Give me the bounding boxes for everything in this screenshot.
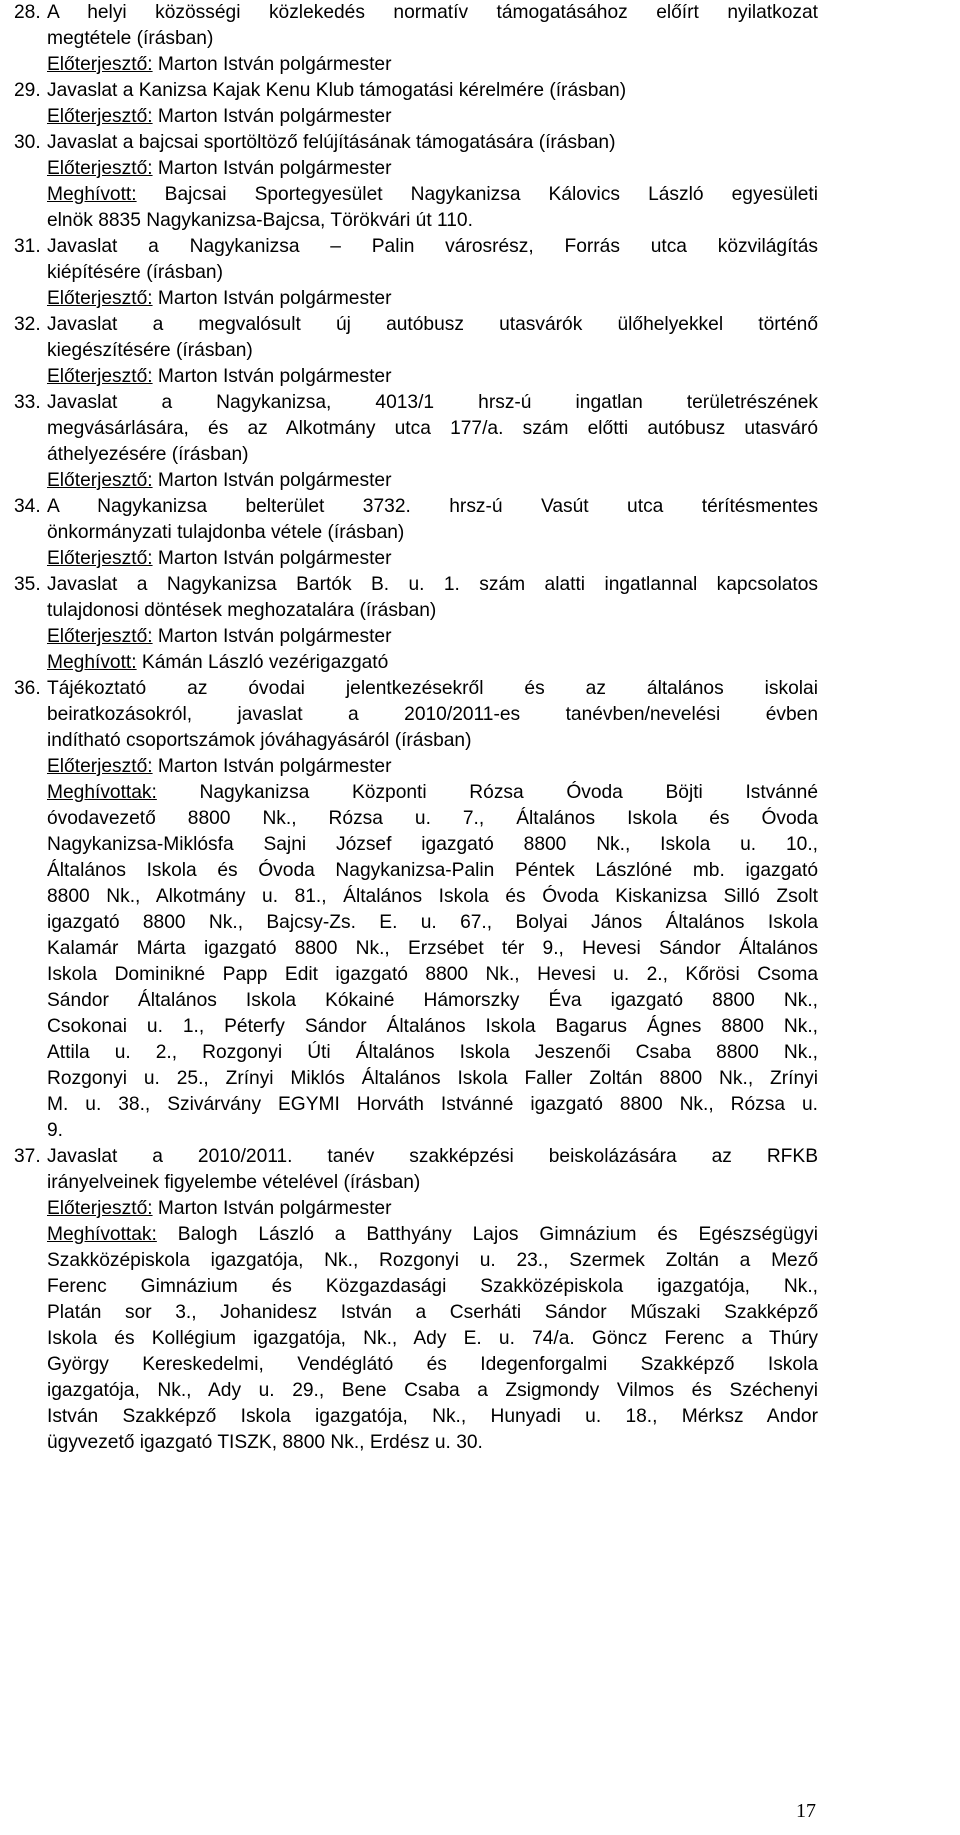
agenda-item	[14, 234, 818, 312]
agenda-item-body	[47, 78, 818, 130]
role-label: Előterjesztő:	[47, 106, 153, 127]
agenda-item	[14, 0, 818, 78]
role-continuation-line: Iskola és Kollégium igazgatója, Nk., Ady E. u. 74/a. Göncz Ferenc a Thúry	[47, 1328, 818, 1349]
agenda-item-body	[47, 1144, 818, 1456]
agenda-role-line	[47, 52, 818, 78]
agenda-role-line	[47, 364, 818, 390]
agenda-item-title-line: Tájékoztató az óvodai jelentkezésekről és az általános iskolai	[47, 678, 818, 699]
agenda-item-body	[47, 312, 818, 390]
agenda-item-title-line: önkormányzati tulajdonba vétele (írásban)	[47, 522, 405, 543]
role-label: Előterjesztő:	[47, 626, 153, 647]
agenda-item-body	[47, 572, 818, 676]
agenda-item-title-line: Javaslat a 2010/2011. tanév szakképzési beiskolázására az RFKB	[47, 1146, 818, 1167]
role-continuation-line: Rozgonyi u. 25., Zrínyi Miklós Általános Iskola Faller Zoltán 8800 Nk., Zrínyi	[47, 1068, 818, 1089]
agenda-item-number: 30.	[14, 132, 41, 153]
agenda-item-title-line: kiépítésére (írásban)	[47, 262, 223, 283]
agenda-role-line	[47, 780, 818, 806]
agenda-item-body	[47, 390, 818, 494]
agenda-item-title-line: A Nagykanizsa belterület 3732. hrsz-ú Vasút utca térítésmentes	[47, 496, 818, 517]
role-continuation-line: Platán sor 3., Johanidesz István a Cserháti Sándor Műszaki Szakképző	[47, 1302, 818, 1323]
role-continuation-line: 9.	[47, 1120, 64, 1141]
agenda-role-line	[47, 468, 818, 494]
agenda-item-title-line: megvásárlására, és az Alkotmány utca 177/a. szám előtti autóbusz utasváró	[47, 418, 818, 439]
agenda-role-line	[47, 754, 818, 780]
role-value: Marton István polgármester	[152, 366, 392, 387]
agenda-item-title-line: Javaslat a bajcsai sportöltöző felújításának támogatására (írásban)	[47, 132, 616, 153]
agenda-item-number: 35.	[14, 574, 41, 595]
role-label: Előterjesztő:	[47, 756, 153, 777]
role-continuation-line: elnök 8835 Nagykanizsa-Bajcsa, Törökvári út 110.	[47, 210, 473, 231]
page-number: 17	[796, 1800, 816, 1822]
agenda-item-title-line: kiegészítésére (írásban)	[47, 340, 253, 361]
agenda-item-title-line: Javaslat a megvalósult új autóbusz utasvárók ülőhelyekkel történő	[47, 314, 818, 335]
agenda-item-number: 29.	[14, 80, 41, 101]
agenda-item	[14, 676, 818, 1144]
role-continuation-line: Iskola Dominikné Papp Edit igazgató 8800 Nk., Hevesi u. 2., Kőrösi Csoma	[47, 964, 818, 985]
agenda-item-number: 34.	[14, 496, 41, 517]
role-continuation-line: óvodavezető 8800 Nk., Rózsa u. 7., Általános Iskola és Óvoda	[47, 808, 818, 829]
agenda-item-body	[47, 130, 818, 234]
agenda-item-title-line: áthelyezésére (írásban)	[47, 444, 249, 465]
agenda-item-number: 33.	[14, 392, 41, 413]
role-continuation-line: igazgatója, Nk., Ady u. 29., Bene Csaba a Zsigmondy Vilmos és Széchenyi	[47, 1380, 818, 1401]
agenda-item-title-line: Javaslat a Kanizsa Kajak Kenu Klub támogatási kérelmére (írásban)	[47, 80, 627, 101]
agenda-item	[14, 130, 818, 234]
role-value: Marton István polgármester	[152, 106, 392, 127]
role-continuation-line: György Kereskedelmi, Vendéglátó és Idegenforgalmi Szakképző Iskola	[47, 1354, 818, 1375]
agenda-item	[14, 494, 818, 572]
agenda-role-line	[47, 182, 818, 208]
role-continuation-line: Attila u. 2., Rozgonyi Úti Általános Iskola Jeszenői Csaba 8800 Nk.,	[47, 1042, 818, 1063]
role-label: Előterjesztő:	[47, 470, 153, 491]
role-value: Bajcsai Sportegyesület Nagykanizsa Kálovics László egyesületi	[136, 184, 818, 205]
agenda-role-line	[47, 1196, 818, 1222]
agenda-item	[14, 312, 818, 390]
role-label: Meghívott:	[47, 652, 137, 673]
role-value: Marton István polgármester	[152, 548, 392, 569]
role-label: Előterjesztő:	[47, 1198, 153, 1219]
role-value: Marton István polgármester	[152, 1198, 392, 1219]
agenda-item	[14, 1144, 818, 1456]
role-label: Meghívott:	[47, 184, 137, 205]
role-value: Marton István polgármester	[152, 158, 392, 179]
role-value: Marton István polgármester	[152, 288, 392, 309]
role-continuation-line: 8800 Nk., Alkotmány u. 81., Általános Iskola és Óvoda Kiskanizsa Silló Zsolt	[47, 886, 818, 907]
agenda-role-line	[47, 156, 818, 182]
role-continuation-line: Csokonai u. 1., Péterfy Sándor Általános Iskola Bagarus Ágnes 8800 Nk.,	[47, 1016, 818, 1037]
role-continuation-line: ügyvezető igazgató TISZK, 8800 Nk., Erdész u. 30.	[47, 1432, 483, 1453]
agenda-list	[14, 0, 818, 1456]
agenda-item-number: 36.	[14, 678, 41, 699]
agenda-item-title-line: tulajdonosi döntések meghozatalára (írásban)	[47, 600, 437, 621]
agenda-role-line	[47, 546, 818, 572]
agenda-item	[14, 390, 818, 494]
role-label: Meghívottak:	[47, 782, 157, 803]
role-label: Előterjesztő:	[47, 54, 153, 75]
role-continuation-line: István Szakképző Iskola igazgatója, Nk., Hunyadi u. 18., Mérksz Andor	[47, 1406, 818, 1427]
role-value: Balogh László a Batthyány Lajos Gimnázium és Egészségügyi	[156, 1224, 818, 1245]
role-value: Marton István polgármester	[152, 626, 392, 647]
role-continuation-line: M. u. 38., Szivárvány EGYMI Horváth Istvánné igazgató 8800 Nk., Rózsa u.	[47, 1094, 818, 1115]
role-value: Marton István polgármester	[152, 470, 392, 491]
agenda-item-number: 32.	[14, 314, 41, 335]
role-label: Előterjesztő:	[47, 366, 153, 387]
role-continuation-line: Kalamár Márta igazgató 8800 Nk., Erzsébet tér 9., Hevesi Sándor Általános	[47, 938, 818, 959]
agenda-item-number: 28.	[14, 2, 41, 23]
agenda-role-line	[47, 286, 818, 312]
agenda-item-number: 31.	[14, 236, 41, 257]
role-label: Meghívottak:	[47, 1224, 157, 1245]
agenda-item-title-line: megtétele (írásban)	[47, 28, 214, 49]
agenda-item-title-line: Javaslat a Nagykanizsa – Palin városrész, Forrás utca közvilágítás	[47, 236, 818, 257]
role-value: Marton István polgármester	[152, 54, 392, 75]
agenda-item-title-line: indítható csoportszámok jóváhagyásáról (írásban)	[47, 730, 472, 751]
role-continuation-line: Sándor Általános Iskola Kókainé Hámorszky Éva igazgató 8800 Nk.,	[47, 990, 818, 1011]
agenda-item-title-line: Javaslat a Nagykanizsa Bartók B. u. 1. szám alatti ingatlannal kapcsolatos	[47, 574, 818, 595]
agenda-item-body	[47, 0, 818, 78]
role-value: Nagykanizsa Központi Rózsa Óvoda Böjti Istvánné	[156, 782, 818, 803]
agenda-item-body	[47, 494, 818, 572]
agenda-item-body	[47, 234, 818, 312]
role-continuation-line: Szakközépiskola igazgatója, Nk., Rozgonyi u. 23., Szermek Zoltán a Mező	[47, 1250, 818, 1271]
role-value: Kámán László vezérigazgató	[136, 652, 389, 673]
agenda-role-line	[47, 650, 818, 676]
role-label: Előterjesztő:	[47, 548, 153, 569]
agenda-item-title-line: Javaslat a Nagykanizsa, 4013/1 hrsz-ú ingatlan területrészének	[47, 392, 818, 413]
role-continuation-line: Ferenc Gimnázium és Közgazdasági Szakközépiskola igazgatója, Nk.,	[47, 1276, 818, 1297]
agenda-item-title-line: A helyi közösségi közlekedés normatív támogatásához előírt nyilatkozat	[47, 2, 818, 23]
agenda-item-title-line: irányelveinek figyelembe vételével (írásban)	[47, 1172, 421, 1193]
role-label: Előterjesztő:	[47, 288, 153, 309]
agenda-role-line	[47, 1222, 818, 1248]
agenda-item	[14, 78, 818, 130]
role-value: Marton István polgármester	[152, 756, 392, 777]
agenda-item	[14, 572, 818, 676]
agenda-item-title-line: beiratkozásokról, javaslat a 2010/2011-es tanévben/nevelési évben	[47, 704, 818, 725]
agenda-role-line	[47, 624, 818, 650]
agenda-item-number: 37.	[14, 1146, 41, 1167]
role-continuation-line: Általános Iskola és Óvoda Nagykanizsa-Palin Péntek Lászlóné mb. igazgató	[47, 860, 818, 881]
role-continuation-line: igazgató 8800 Nk., Bajcsy-Zs. E. u. 67., Bolyai János Általános Iskola	[47, 912, 818, 933]
agenda-item-body	[47, 676, 818, 1144]
role-continuation-line: Nagykanizsa-Miklósfa Sajni József igazgató 8800 Nk., Iskola u. 10.,	[47, 834, 818, 855]
agenda-role-line	[47, 104, 818, 130]
role-label: Előterjesztő:	[47, 158, 153, 179]
